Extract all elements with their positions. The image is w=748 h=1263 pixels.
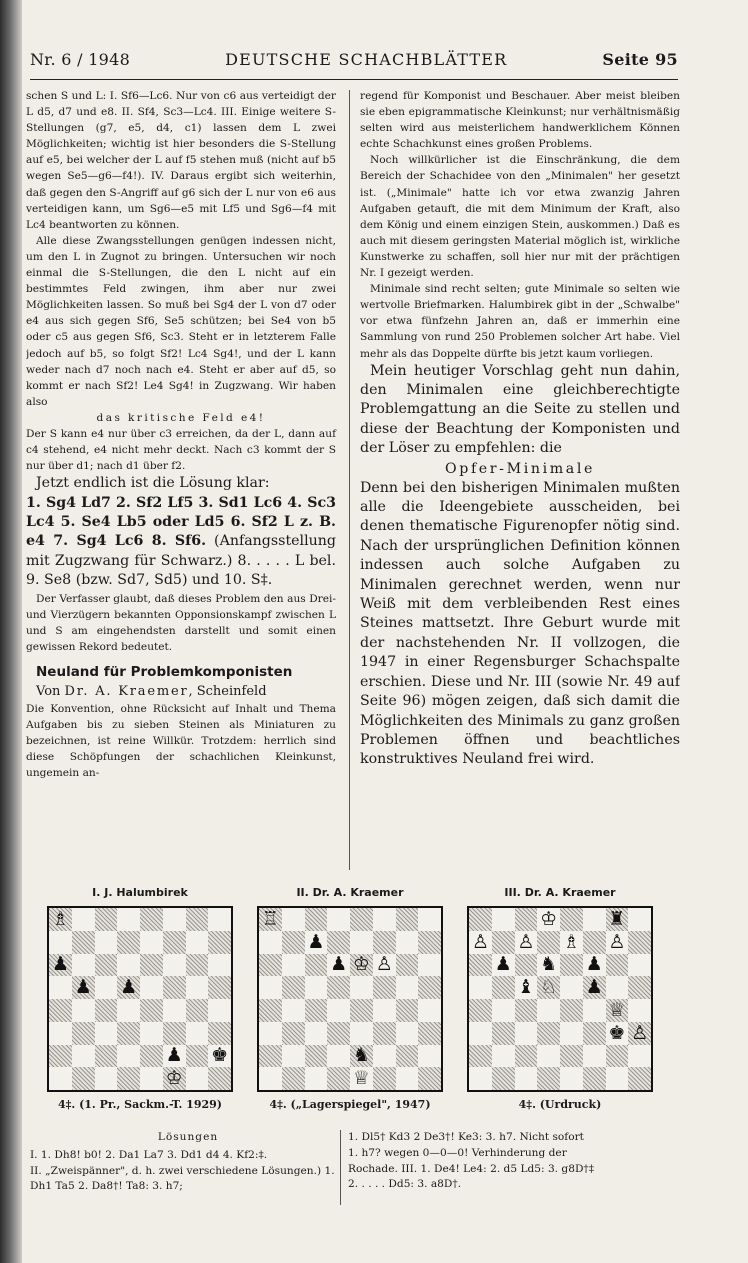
board-square [208, 999, 231, 1022]
paragraph: regend für Komponist und Beschauer. Aber meist bleiben sie eben epigrammatische Kleinkunst; nur verhältnismäßig selten wird aus meisterlichem handwerklichem Können echte Schachkunst eines großen Problems. [360, 90, 680, 151]
board-square [282, 999, 305, 1022]
board-square [373, 931, 396, 954]
article-title: Neuland für Problemkomponisten [36, 664, 293, 681]
board-square [396, 1045, 419, 1068]
board-square [163, 999, 186, 1022]
paragraph: Die Konvention, ohne Rücksicht auf Inhalt und Thema Aufgaben bis zu sieben Steinen als Miniaturen zu bezeichnen, ist reine Willkür. Trotzdem: herrlich sind diese Schöpfungen der schachlichen Kleinkunst, ungemein an- [26, 703, 336, 780]
kritisches-feld-heading: das kritische Feld e4! [96, 411, 266, 424]
article-author [26, 682, 336, 701]
board-square [492, 954, 515, 977]
board-square [606, 1067, 629, 1090]
board-square [327, 931, 350, 954]
board-square [350, 1045, 373, 1068]
board-square [186, 954, 209, 977]
board-square [327, 954, 350, 977]
board-square [72, 1067, 95, 1090]
board-square [373, 999, 396, 1022]
board-square [282, 1067, 305, 1090]
board-square [628, 931, 651, 954]
chess-piece-icon: ♚ [608, 1021, 626, 1044]
chess-piece-icon: ♚ [211, 1044, 229, 1067]
author-name: Dr. A. Kraemer [64, 684, 189, 700]
board-square [95, 999, 118, 1022]
board-square [606, 1022, 629, 1045]
board-square [117, 908, 140, 931]
board-square [208, 976, 231, 999]
board-square [515, 1067, 538, 1090]
board-square [515, 931, 538, 954]
board-square [259, 954, 282, 977]
board-square [373, 1067, 396, 1090]
board-square [537, 976, 560, 999]
board-square [72, 931, 95, 954]
board-square [628, 1022, 651, 1045]
paragraph-large: Denn bei den bisherigen Minimalen mußten alle die Ideengebiete ausscheiden, bei denen thematische Figurenopfer nötig sind. Nach der ursprünglichen Definition können indessen auch solche Aufgaben zu Minimalen gerechnet werden, wenn nur Weiß mit dem verbleibenden Rest eines Steines mattsetzt. Ihre Geburt wurde mit der nachstehenden Nr. II vollzogen, die 1947 in einer Regensburger Schachspalte erschien. Diese und Nr. III (sowie Nr. 49 auf Seite 96) mögen zeigen, daß sich damit die Möglichkeiten des Minimals zu ganz großen Problemen öffnen und beachtliches konstruktives Neuland frei wird. [360, 479, 680, 768]
board-square [628, 976, 651, 999]
chess-piece-icon: ♔ [540, 907, 558, 930]
journal-title: DEUTSCHE SCHACHBLÄTTER [225, 50, 508, 69]
board-square [350, 908, 373, 931]
solution-rest: (Anfangsstellung mit Zugzwang für Schwarz.) 8. . . . . L bel. 9. Se8 (bzw. Sd7, Sd5) und 10. S‡. [26, 533, 336, 589]
chess-piece-icon: ♝ [517, 976, 535, 999]
board-square [537, 999, 560, 1022]
board-square [49, 931, 72, 954]
board-square [117, 954, 140, 977]
board-square [208, 1067, 231, 1090]
board-square [140, 908, 163, 931]
diagram-1 [40, 884, 240, 1111]
board-square [305, 908, 328, 931]
board-square [537, 1045, 560, 1068]
board-square [350, 954, 373, 977]
board-square [305, 1045, 328, 1068]
board-square [305, 954, 328, 977]
board-square [186, 1067, 209, 1090]
board-square [350, 999, 373, 1022]
solutions-divider [340, 1130, 341, 1205]
board-square [186, 1045, 209, 1068]
author-prefix: Von [36, 684, 61, 700]
board-square [327, 976, 350, 999]
board-square [327, 1045, 350, 1068]
board-square [560, 1022, 583, 1045]
board-square [373, 908, 396, 931]
board-square [259, 999, 282, 1022]
paragraph-large: Mein heutiger Vorschlag geht nun dahin, den Minimalen eine gleichberechtigte Problemgattung an die Seite zu stellen und diese der Beachtung der Komponisten und der Löser zu empfehlen: die [360, 362, 680, 457]
board-square [583, 1045, 606, 1068]
board-square [327, 999, 350, 1022]
board-square [492, 976, 515, 999]
board-square [305, 1067, 328, 1090]
board-square [259, 931, 282, 954]
chess-diagrams [40, 884, 690, 1129]
board-square [350, 931, 373, 954]
board-square [140, 1022, 163, 1045]
board-square [515, 908, 538, 931]
board-square [583, 908, 606, 931]
chess-piece-icon: ♞ [352, 1044, 370, 1067]
board-square [396, 908, 419, 931]
chess-board [257, 906, 443, 1092]
board-square [492, 908, 515, 931]
solutions-title: Lösungen [157, 1131, 219, 1143]
board-square [49, 999, 72, 1022]
board-square [95, 1022, 118, 1045]
board-square [327, 1022, 350, 1045]
board-square [163, 1067, 186, 1090]
board-square [628, 1067, 651, 1090]
board-square [606, 954, 629, 977]
board-square [72, 976, 95, 999]
board-square [49, 908, 72, 931]
paragraph: Der Verfasser glaubt, daß dieses Problem den aus Drei- und Vierzügern bekannten Opponsionskampf zwischen L und S am eingehendsten darstellt und somit einen gewissen Rekord bedeutet. [26, 592, 336, 653]
board-square [117, 1045, 140, 1068]
board-square [628, 954, 651, 977]
board-square [583, 1067, 606, 1090]
board-square [583, 1022, 606, 1045]
board-square [583, 931, 606, 954]
board-square [628, 908, 651, 931]
board-square [537, 908, 560, 931]
paragraph: Noch willkürlicher ist die Einschränkung, die dem Bereich der Schachidee von den „Minimalen" her gesetzt ist. („Minimale" hatte ich vor etwa zwanzig Jahren Aufgaben getauft, die mit dem Minimum der Kraft, also dem König und einem einzigen Stein, auskommen.) Daß es auch mit diesem geringsten Material möglich ist, wirkliche Kunstwerke zu schaffen, soll hier nur mit der prächtigen Nr. I gezeigt werden. [360, 154, 680, 280]
chess-piece-icon: ♗ [562, 930, 580, 953]
left-column [26, 88, 340, 878]
board-square [515, 954, 538, 977]
board-square [95, 976, 118, 999]
diagram-caption: 4‡. (Urdruck) [518, 1098, 602, 1111]
board-square [628, 1045, 651, 1068]
board-square [72, 1045, 95, 1068]
board-square [305, 976, 328, 999]
board-square [186, 931, 209, 954]
chess-piece-icon: ♙ [631, 1021, 649, 1044]
board-square [583, 999, 606, 1022]
board-square [396, 1067, 419, 1090]
board-square [72, 999, 95, 1022]
board-square [469, 1045, 492, 1068]
board-square [259, 908, 282, 931]
board-square [469, 999, 492, 1022]
diagram-2 [250, 884, 450, 1111]
board-square [396, 931, 419, 954]
board-square [469, 931, 492, 954]
board-square [418, 976, 441, 999]
board-square [327, 1067, 350, 1090]
header-rule [30, 79, 678, 80]
board-square [606, 908, 629, 931]
chess-piece-icon: ♟ [120, 976, 138, 999]
board-square [72, 908, 95, 931]
board-square [95, 1045, 118, 1068]
board-square [373, 1022, 396, 1045]
board-square [95, 908, 118, 931]
board-square [49, 954, 72, 977]
board-square [305, 999, 328, 1022]
board-square [606, 1045, 629, 1068]
board-square [140, 954, 163, 977]
chess-piece-icon: ♟ [494, 953, 512, 976]
solution-line: 1. Dl5† Kd3 2 De3†! Ke3: 3. h7. Nicht sofort [348, 1131, 584, 1143]
diagram-title: II. Dr. A. Kraemer [296, 886, 404, 899]
board-square [163, 976, 186, 999]
board-square [560, 908, 583, 931]
board-square [259, 1045, 282, 1068]
board-square [606, 931, 629, 954]
board-square [560, 1067, 583, 1090]
board-square [469, 908, 492, 931]
chess-piece-icon: ♔ [352, 953, 370, 976]
board-square [117, 1067, 140, 1090]
chess-board [467, 906, 653, 1092]
board-square [72, 1022, 95, 1045]
board-square [49, 1067, 72, 1090]
board-square [350, 1067, 373, 1090]
solutions-left [30, 1130, 346, 1195]
board-square [282, 1022, 305, 1045]
board-square [163, 1022, 186, 1045]
chess-piece-icon: ♖ [261, 907, 279, 930]
board-square [560, 954, 583, 977]
board-square [373, 1045, 396, 1068]
author-place: , Scheinfeld [188, 684, 267, 700]
board-square [49, 1022, 72, 1045]
board-square [418, 1022, 441, 1045]
board-square [469, 954, 492, 977]
board-square [515, 976, 538, 999]
board-square [418, 1067, 441, 1090]
board-square [208, 1022, 231, 1045]
chess-piece-icon: ♟ [585, 953, 603, 976]
chess-piece-icon: ♟ [307, 930, 325, 953]
board-square [350, 1022, 373, 1045]
solutions-section [30, 1130, 680, 1230]
chess-piece-icon: ♕ [352, 1067, 370, 1090]
chess-piece-icon: ♔ [165, 1067, 183, 1090]
board-square [327, 908, 350, 931]
board-square [72, 954, 95, 977]
board-square [282, 954, 305, 977]
board-square [469, 1067, 492, 1090]
board-square [396, 954, 419, 977]
board-square [186, 999, 209, 1022]
chess-piece-icon: ♟ [330, 953, 348, 976]
board-square [117, 999, 140, 1022]
board-square [163, 908, 186, 931]
board-square [628, 999, 651, 1022]
board-square [208, 931, 231, 954]
board-square [418, 1045, 441, 1068]
board-square [186, 976, 209, 999]
board-square [140, 999, 163, 1022]
column-divider [349, 90, 350, 870]
chess-piece-icon: ♙ [517, 930, 535, 953]
board-square [95, 954, 118, 977]
board-square [492, 999, 515, 1022]
board-square [163, 1045, 186, 1068]
board-square [515, 1045, 538, 1068]
page-binding-shadow [0, 0, 22, 1263]
diagram-title: III. Dr. A. Kraemer [504, 886, 616, 899]
chess-piece-icon: ♟ [51, 953, 69, 976]
board-square [418, 931, 441, 954]
chess-piece-icon: ♗ [51, 907, 69, 930]
board-square [350, 976, 373, 999]
board-square [583, 954, 606, 977]
board-square [282, 976, 305, 999]
chess-board [47, 906, 233, 1092]
board-square [537, 1022, 560, 1045]
board-square [492, 1045, 515, 1068]
board-square [418, 908, 441, 931]
chess-piece-icon: ♞ [540, 953, 558, 976]
board-square [418, 999, 441, 1022]
board-square [186, 1022, 209, 1045]
board-square [469, 1022, 492, 1045]
page-header [30, 50, 678, 76]
diagram-title: I. J. Halumbirek [92, 886, 188, 899]
diagram-caption: 4‡. (1. Pr., Sackm.-T. 1929) [58, 1098, 222, 1111]
board-square [140, 1067, 163, 1090]
board-square [560, 999, 583, 1022]
board-square [208, 908, 231, 931]
board-square [396, 976, 419, 999]
issue-number: Nr. 6 / 1948 [30, 50, 131, 69]
board-square [259, 976, 282, 999]
board-square [560, 976, 583, 999]
board-square [163, 931, 186, 954]
board-square [492, 1022, 515, 1045]
board-square [282, 931, 305, 954]
board-square [373, 976, 396, 999]
solution-moves: 1. Sg4 Ld7 2. Sf2 Lf5 3. Sd1 Lc6 4. Sc3 Lc4 5. Se4 Lb5 oder Ld5 6. Sf2 L z. B. e4 7. Sg4 Lc6 8. Sf6. [26, 494, 336, 550]
board-square [117, 931, 140, 954]
chess-piece-icon: ♟ [165, 1044, 183, 1067]
chess-piece-icon: ♘ [540, 976, 558, 999]
chess-piece-icon: ♟ [585, 976, 603, 999]
solutions-right [348, 1130, 680, 1193]
board-square [282, 908, 305, 931]
board-square [560, 1045, 583, 1068]
board-square [515, 1022, 538, 1045]
page-number: Seite 95 [602, 50, 678, 69]
board-square [208, 954, 231, 977]
board-square [140, 931, 163, 954]
board-square [418, 954, 441, 977]
board-square [537, 931, 560, 954]
solution-line: Rochade. III. 1. De4! Le4: 2. d5 Ld5: 3. g8D†‡ [348, 1162, 595, 1175]
board-square [373, 954, 396, 977]
board-square [49, 1045, 72, 1068]
board-square [140, 1045, 163, 1068]
board-square [606, 999, 629, 1022]
board-square [186, 908, 209, 931]
board-square [95, 931, 118, 954]
chess-piece-icon: ♕ [608, 998, 626, 1021]
board-square [492, 1067, 515, 1090]
board-square [583, 976, 606, 999]
board-square [140, 976, 163, 999]
board-square [560, 931, 583, 954]
paragraph: schen S und L: I. Sf6—Lc6. Nur von c6 aus verteidigt der L d5, d7 und e8. II. Sf4, Sc3—Lc4. III. Einige weitere S-Stellungen (g7, e5, d4, c1) lassen dem L zwei Möglichkeiten; wichtig ist hier besonders die S-Stellung auf e5, bei welcher der L auf f5 stehen muß (nicht auf b5 wegen Se5—g6—f4!). IV. Daraus ergibt sich weiterhin, daß gegen den S-Angriff auf g6 sich der L nur von e6 aus verteidigen kann, um Sg6—e5 mit Lf5 und Sg6—f4 mit Lc4 beantworten zu können. [26, 90, 336, 231]
right-column [360, 88, 680, 878]
board-square [95, 1067, 118, 1090]
board-square [606, 976, 629, 999]
solution-intro: Jetzt endlich ist die Lösung klar: [36, 475, 270, 492]
board-square [259, 1067, 282, 1090]
solution-line: I. 1. Dh8! b0! 2. Da1 La7 3. Dd1 d4 4. Kf2:‡. [30, 1148, 268, 1161]
board-square [537, 1067, 560, 1090]
board-square [396, 999, 419, 1022]
solution-line: 1. h7? wegen 0—0—0! Verhinderung der [348, 1146, 567, 1159]
board-square [492, 931, 515, 954]
board-square [305, 1022, 328, 1045]
chess-piece-icon: ♙ [608, 930, 626, 953]
board-square [537, 954, 560, 977]
solution-line: II. „Zweispänner", d. h. zwei verschiedene Lösungen.) 1. Dh1 Ta5 2. Da8†! Ta8: 3. h7; [30, 1164, 335, 1193]
board-square [515, 999, 538, 1022]
chess-piece-icon: ♜ [608, 907, 626, 930]
board-square [117, 1022, 140, 1045]
board-square [469, 976, 492, 999]
diagram-caption: 4‡. („Lagerspiegel", 1947) [269, 1098, 431, 1111]
chess-piece-icon: ♙ [471, 930, 489, 953]
chess-piece-icon: ♙ [375, 953, 393, 976]
board-square [208, 1045, 231, 1068]
chess-piece-icon: ♟ [74, 976, 92, 999]
paragraph: Der S kann e4 nur über c3 erreichen, da der L, dann auf c4 stehend, e4 nicht mehr deckt. Nach c3 kommt der S nur über d1; nach d1 über f2. [26, 427, 336, 473]
diagram-3 [460, 884, 660, 1111]
board-square [282, 1045, 305, 1068]
board-square [163, 954, 186, 977]
board-square [305, 931, 328, 954]
board-square [259, 1022, 282, 1045]
board-square [117, 976, 140, 999]
paragraph: Alle diese Zwangsstellungen genügen indessen nicht, um den L in Zugnot zu bringen. Untersuchen wir noch einmal die S-Stellungen, die den L nicht auf ein bestimmtes Feld zwingen, ihm aber nur zwei Möglichkeiten lassen. So muß bei Sg4 der L von d7 oder e4 aus sich gegen Sf6, Se5 schützen; bei Se4 von b5 oder c5 aus gegen Sf6, Sc3. Steht er in letzterem Falle jedoch auf b5, so folgt Sf2! Lc4 Sg4!, und der L kann weder nach d7 noch nach e4. Steht er aber auf d5, so kommt er nach Sf2! Le4 Sg4! in Zugzwang. Wir haben also [26, 234, 336, 408]
board-square [396, 1022, 419, 1045]
board-square [49, 976, 72, 999]
solution-line: 2. . . . . Dd5: 3. a8D†. [348, 1178, 462, 1191]
opfer-minimale-heading: Opfer-Minimale [445, 460, 595, 477]
paragraph: Minimale sind recht selten; gute Minimale so selten wie wertvolle Briefmarken. Halumbirek gibt in der „Schwalbe" vor etwa fünfzehn Jahren an, daß er immerhin eine Sammlung von rund 250 Problemen solcher Art habe. Viel mehr als das Doppelte dürfte bis jetzt kaum vorliegen. [360, 283, 680, 360]
